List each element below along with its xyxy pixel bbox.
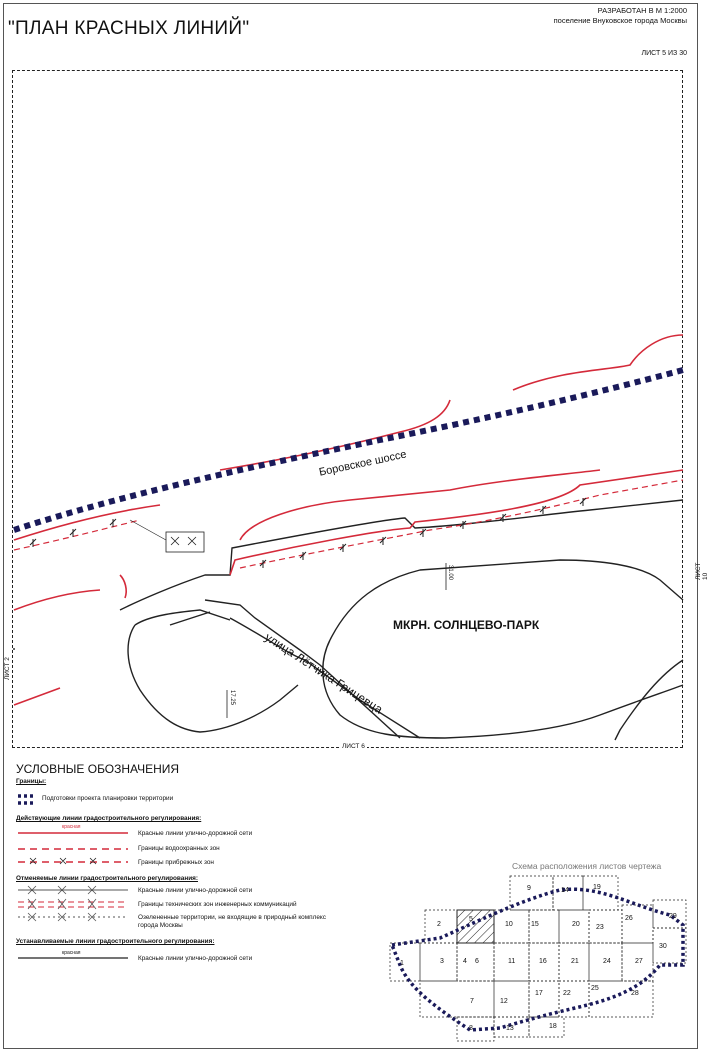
page-title: "ПЛАН КРАСНЫХ ЛИНИЙ" — [8, 18, 250, 39]
legend-planning-boundary: Подготовки проекта планировки территории — [42, 795, 174, 802]
street-width-2: 17.25 — [229, 690, 235, 706]
scheme-sheet-2: 2 — [437, 921, 441, 928]
legend-tech-zones: Границы технических зон инженерных коммуникаций — [138, 901, 297, 908]
scheme-sheet-16: 16 — [539, 958, 547, 965]
scheme-sheet-21: 21 — [571, 958, 579, 965]
adjacent-sheet-right: ЛИСТ 10 — [695, 562, 709, 580]
scheme-sheet-18: 18 — [549, 1023, 557, 1030]
adjacent-sheet-left: ЛИСТ 2 — [4, 657, 11, 680]
callout-leader — [130, 520, 166, 540]
scheme-sheet-13: 13 — [506, 1025, 514, 1032]
road-label: Боровское шоссе — [318, 448, 408, 479]
coastal-zone-line — [14, 480, 683, 568]
legend-green-1: Озелененные территории, не входящие в природный комплекс — [138, 914, 326, 921]
scheme-sheet-17: 17 — [535, 990, 543, 997]
street-label: улица Лётчика Грицевца — [262, 630, 386, 717]
scheme-sheet-28: 28 — [631, 990, 639, 997]
legend-active-header: Действующие линии градостроительного регулирования: — [16, 815, 202, 822]
legend-established-word: красная — [62, 950, 81, 956]
legend-boundaries-header: Границы: — [16, 778, 47, 785]
scheme-sheet-1: 1 — [400, 960, 404, 967]
scheme-sheet-22: 22 — [563, 990, 571, 997]
legend-red-word: красная — [62, 824, 81, 830]
district-label: МКРН. СОЛНЦЕВО-ПАРК — [393, 618, 540, 632]
scheme-sheet-6: 6 — [475, 958, 479, 965]
scheme-sheet-26: 26 — [625, 915, 633, 922]
sheet-number: ЛИСТ 5 ИЗ 30 — [641, 50, 687, 57]
scheme-sheet-20: 20 — [572, 921, 580, 928]
scheme-sheet-7: 7 — [470, 998, 474, 1005]
legend-cancelled-red: Красные линии улично-дорожной сети — [138, 887, 253, 894]
scheme-sheet-25: 25 — [591, 985, 599, 992]
scheme-sheet-5: 5 — [469, 916, 473, 923]
scheme-title: Схема расположения листов чертежа — [512, 861, 662, 871]
scale-line: РАЗРАБОТАН В М 1:2000 — [597, 6, 687, 15]
legend-green-2: города Москвы — [138, 922, 183, 929]
legend-coastal-zones: Границы прибрежных зон — [138, 859, 214, 866]
scheme-sheet-27: 27 — [635, 958, 643, 965]
legend-water-zones: Границы водоохранных зон — [138, 845, 220, 852]
scheme-sheet-12: 12 — [500, 998, 508, 1005]
scheme-sheet-8: 8 — [469, 1025, 473, 1032]
scheme-sheet-15: 15 — [531, 921, 539, 928]
legend-red-lines: Красные линии улично-дорожной сети — [138, 830, 253, 837]
adjacent-sheet-bottom: ЛИСТ 6 — [342, 743, 365, 750]
scheme-sheet-9: 9 — [527, 885, 531, 892]
scheme-sheet-30: 30 — [659, 943, 667, 950]
settlement-line: поселение Внуковское города Москвы — [553, 16, 687, 25]
scheme-sheet-19: 19 — [593, 884, 601, 891]
scheme-sheet-29: 29 — [669, 913, 677, 920]
scheme-sheet-24: 24 — [603, 958, 611, 965]
scheme-sheet-11: 11 — [508, 958, 516, 965]
legend-title: УСЛОВНЫЕ ОБОЗНАЧЕНИЯ — [16, 762, 180, 776]
legend-cancelled-header: Отменяемые линии градостроительного регулирования: — [16, 875, 198, 882]
coastal-zone-ticks — [30, 498, 586, 568]
street-width-1: 31.00 — [447, 565, 453, 581]
scheme-sheet-14: 14 — [561, 887, 569, 894]
scheme-sheet-3: 3 — [440, 958, 444, 965]
scheme-sheet-10: 10 — [505, 921, 513, 928]
legend-established-header: Устанавливаемые линии градостроительного регулирования: — [16, 938, 215, 945]
scheme-sheet-23: 23 — [596, 924, 604, 931]
callout-box — [166, 532, 204, 552]
legend-established-red: Красные линии улично-дорожной сети — [138, 955, 253, 962]
scheme-sheet-4: 4 — [463, 958, 467, 965]
